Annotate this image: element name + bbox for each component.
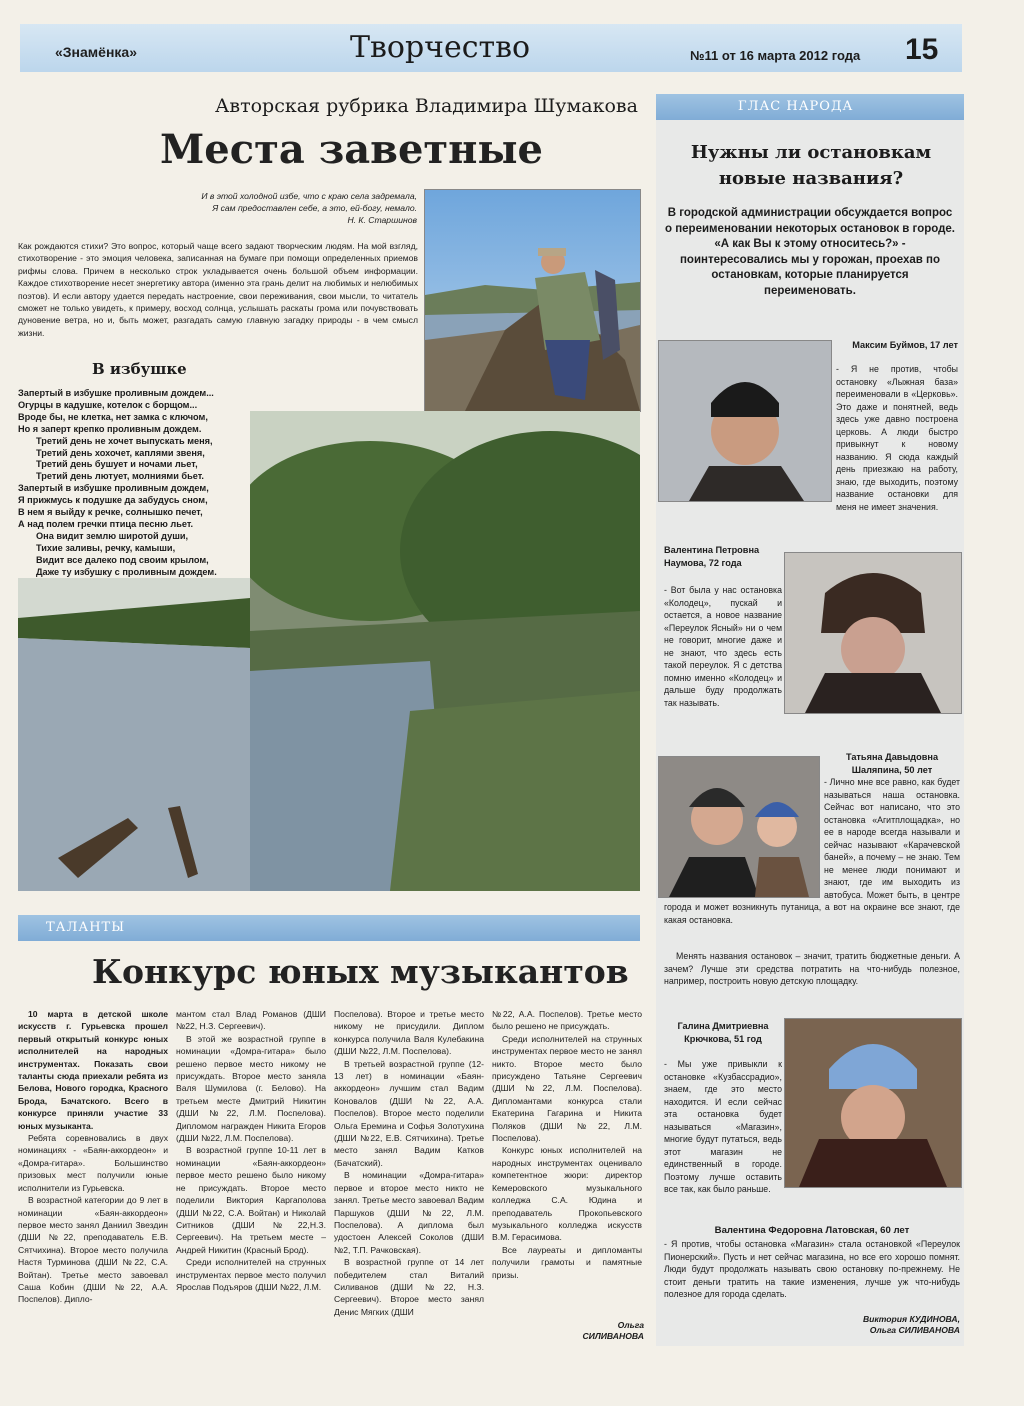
paragraph: Поспелова). Второе и третье место никому не присудили. Диплом конкурса получила Валя Кулебакина (ДШИ №22, Л.М. Поспелова). xyxy=(334,1009,484,1057)
paragraph: Среди исполнителей на струнных инструментах первое место не занял никто. Второе место было присуждено Татьяне Сергеевич (ДШИ №22, Л.М. Поспелова). Дипломантами конкурса стали Екатерина Гагарина и Никита Поляков (ДШИ №22, Л.М. Поспелова). xyxy=(492,1033,642,1144)
sidebar-lead: В городской администрации обсуждается вопрос о переименовании некоторых остановок в городе. «А как Вы к этому относитесь?» - поинтересовались мы у горожан, проехав по остановкам, которые планируется переименовать. xyxy=(664,207,956,297)
paragraph: В возрастной группе 10-11 лет в номинации «Баян-аккордеон» первое место решено было никому не присуждать. Второе место поделили Виктория Каргаполова (ДШИ №22, С.А. Войтан) и Николай Ситников (ДШИ №22,Н.З. Сергеевич). На третьем месте – Андрей Никитин (Красный Брод). xyxy=(176,1145,326,1255)
page-number: 15 xyxy=(905,33,939,66)
person-quote-4 xyxy=(664,1058,782,1196)
poem-line: Третий день хохочет, каплями звеня, xyxy=(36,447,205,458)
issue-number: №11 от 16 марта 2012 года xyxy=(690,48,861,63)
article2-column-4 xyxy=(492,1008,642,1281)
paragraph: Ребята соревновались в двух номинациях - «Баян-аккордеон» и «Домра-гитара». Большинство призовых мест получили юные исполнители из Гурьевска. xyxy=(18,1133,168,1193)
article-kicker: Авторская рубрика Владимира Шумакова xyxy=(215,95,638,117)
paragraph: В номинации «Домра-гитара» первое и второе место никто не занял. Третье место завоевал Вадим Паршуков (ДШИ №22, Л.М. Поспелова). А диплома был удостоен Алексей Соколов (ДШИ №2, Т.П. Рачковская). xyxy=(334,1170,484,1255)
quote-text: - Я не против, чтобы остановку «Лыжная база» переименовали в «Церковь». Это даже и понятней, ведь здесь уже давно построена церковь. А люди быстро привыкнут к новому названию. Я сюда каждый день приезжаю на работу, знаю, где выходить, поэтому название остановки для меня не имеет значения. xyxy=(836,364,958,512)
person-name-2: Валентина Петровна Наумова, 72 года xyxy=(664,545,760,568)
poem-line: Я прижмусь к подушке да забудусь сном, xyxy=(18,495,208,506)
photo-galina xyxy=(784,1018,962,1188)
poem-line: Огурцы в кадушке, котелок с борщом... xyxy=(18,399,198,410)
epigraph-line: И в этой холодной избе, что с краю села задремала, xyxy=(201,191,417,201)
person-quote-1 xyxy=(664,363,958,513)
sidebar-title: Нужны ли остановкам новые названия? xyxy=(690,142,932,189)
paragraph: Среди исполнителей на струнных инструментах первое место получил Ярослав Подъяров (ДШИ №22, Л.М. xyxy=(176,1257,326,1292)
poem-line: А над полем гречки птица песню льет. xyxy=(18,518,194,529)
article2-signature xyxy=(560,1320,644,1342)
sidebar-signature xyxy=(780,1314,960,1336)
epigraph xyxy=(125,190,417,226)
spacer xyxy=(664,363,836,505)
article2-column-1 xyxy=(18,1008,168,1306)
paragraph: В этой же возрастной группе в номинации «Домра-гитара» было решено первое место никому не присуждать. Второе место заняла Валя Шумилова (г. Белово). На третьем месте Дмитрий Никитин (ДШИ №22, Л.М. Поспелова). Дипломом награжден Никита Егоров (ДШИ №22, Л.М. Поспелова). xyxy=(176,1033,326,1144)
paragraph: В возрастной группе от 14 лет победителем стал Виталий Силиванов (ДШИ №22, Н.З. Сергеевич). Второе место занял Денис Мягких (ДШИ xyxy=(334,1257,484,1317)
person-quote-2: - Вот была у нас остановка «Колодец», пускай и остается, а новое название «Переулок Ясный» ни о чем не говорит, многие даже и не знают, что здесь есть такой переулок. Я с детства помню именно «Колодец» и дальше буду продолжать так называть. xyxy=(664,585,782,708)
poem-line: Вроде бы, не клетка, нет замка с ключом, xyxy=(18,411,208,422)
poem-line: В нем я выйду к речке, солнышко печет, xyxy=(18,507,203,518)
person-quote-3b: Менять названия остановок – значит, тратить бюджетные деньги. А зачем? Лучше эти средства потратить на что-нибудь полезное, например, построить новую детскую площадку. xyxy=(664,951,960,986)
signature-line: Виктория КУДИНОВА, xyxy=(862,1314,960,1324)
poem-line: Запертый в избушке проливным дождем, xyxy=(18,483,209,494)
quote-text: - Лично мне все равно, как будет называться наша остановка. Сейчас вот написано, что это остановка «Агитплощадка», но ее в народе всегда называли и сейчас называют «Карачевской баней», а почему – не знаю. Тем не менее люди понимают и знают, где им выходить из автобуса. Может быть, в центре города и может возникнуть путаница, а вот на окраине все знают, где какая остановка. xyxy=(664,777,960,925)
poem-title: В избушке xyxy=(92,360,187,378)
paragraph: мантом стал Влад Романов (ДШИ №22, Н.З. Сергеевич). xyxy=(176,1009,326,1032)
signature-line: Ольга СИЛИВАНОВА xyxy=(869,1325,960,1335)
poem-line: Тихие заливы, речку, камыши, xyxy=(36,542,176,553)
paragraph: В возрастной категории до 9 лет в номинации «Баян-аккордеон» первое место занял Даниил Звездин (ДШИ №22, преподаватель Е.В. Сятчихина). Второе место получила Настя Турминова (ДШИ №22, С.А. Войтан). Третье место завоевал Саша Кобин (ДШИ №22, А.А. Поспелов). Дипло- xyxy=(18,1195,168,1305)
person-name-5: Валентина Федоровна Латовская, 60 лет xyxy=(714,1225,910,1236)
person-name-1: Максим Буймов, 17 лет xyxy=(852,340,958,350)
article-title: Места заветные xyxy=(160,126,544,173)
paragraph: Конкурс юных исполнителей на народных инструментах оценивало компетентное жюри: директор Кемеровского музыкального колледжа С.А. Юдина и преподаватель Прокопьевского музыкального колледжа искусств В.М. Герасимова. xyxy=(492,1145,642,1243)
photo-river-landscape xyxy=(250,411,640,891)
poem-line: Видит все далеко под своим крылом, xyxy=(36,554,209,565)
photo-valentina-naumova xyxy=(784,552,962,714)
rubric-title: Творчество xyxy=(350,30,531,65)
article2-title: Конкурс юных музыкантов xyxy=(92,952,629,991)
person-name-3: Татьяна Давыдовна Шаляпина, 50 лет xyxy=(845,752,939,775)
photo-author-on-rock xyxy=(424,189,641,412)
spacer xyxy=(664,776,824,898)
poem-line: Даже ту избушку с проливным дождем. xyxy=(36,566,217,577)
article2-column-3 xyxy=(334,1008,484,1318)
signature-line: Ольга xyxy=(617,1320,644,1330)
photo-river-left-part xyxy=(18,578,250,891)
article-intro: Как рождаются стихи? Это вопрос, который чаще всего задают творческим людям. На мой взгляд, стихотворение - это эмоция человека, записанная на бумаге при помощи определенных приемов рифмы слова. Причем в несколько строк укладывается очень большой объем информации. Каждое стихотворение несет энергетику автора (именно эта грань делит на любимых и нелюбимых поэтов). И если автору удается передать настроение, свои переживания, свои мысли, то читатель сможет не только увидеть, к примеру, восход солнца, услышать раскаты грома или почувствовать дуновение ветра, но и, быть может, разгадать самую главную загадку природы - в чем смысл жизни. xyxy=(18,241,418,338)
poem-line: Запертый в избушке проливным дождем... xyxy=(18,388,214,398)
section-band-label: ТАЛАНТЫ xyxy=(46,920,126,935)
paragraph: №22, А.А. Поспелов). Третье место было решено не присуждать. xyxy=(492,1009,642,1032)
article2-column-2 xyxy=(176,1008,326,1293)
poem-line: Третий день бушует и ночами льет, xyxy=(36,459,198,470)
quote-text: - Мы уже привыкли к остановке «Кузбассрадио», знаем, где это место находится. И если сейчас эта остановка будет называться «Магазин», многие будут путаться, ведь этот магазин не единственный в городе. Поэтому лучше оставить все так, как было раньше. xyxy=(664,1059,782,1194)
poem-line: Третий день не хочет выпускать меня, xyxy=(36,435,213,446)
paragraph: 10 марта в детской школе искусств г. Гурьевска прошел первый открытый конкурс юных исполнителей на народных инструментах. Показать свои таланты сюда приехали ребята из Белова, Нового городка, Красного Брода, Бачатского. Всего в конкурсе приняли участие 33 юных музыканта. xyxy=(18,1009,168,1131)
newspaper-name: «Знамёнка» xyxy=(55,44,137,60)
paragraph: Все лауреаты и дипломанты получили грамоты и памятные призы. xyxy=(492,1244,642,1280)
epigraph-line: Я сам предоставлен себе, а это, ей-богу, немало. xyxy=(212,203,417,213)
person-quote-3 xyxy=(664,776,960,926)
section-band-vox-populi xyxy=(656,94,964,120)
person-quote-5: - Я против, чтобы остановка «Магазин» стала остановкой «Переулок Пионерский». Пусть и нет сейчас магазина, но все его хорошо помнят. Люди будут продолжать называть свою остановку по-прежнему. Не стоит деньги тратить на такие изменения, лучше уж что-нибудь полезное для города сделать. xyxy=(664,1239,960,1299)
epigraph-author: Н. К. Старшинов xyxy=(347,215,417,225)
poem-line: Но я заперт крепко проливным дождем. xyxy=(18,423,202,434)
section-band-label: ГЛАС НАРОДА xyxy=(738,99,854,114)
paragraph: В третьей возрастной группе (12-13 лет) в номинации «Баян-аккордеон» лучшим стал Вадим Коновалов (ДШИ №22, А.А. Поспелов). Второе место поделили Ольга Еремина и Софья Золотухина (ДШИ №22, Е.В. Сятчихина). Третье место занял Вадим Катков (Бачатский). xyxy=(334,1058,484,1168)
signature-line: СИЛИВАНОВА xyxy=(582,1331,644,1341)
section-band-talents xyxy=(18,915,640,941)
poem-line: Третий день лютует, молниями бьет. xyxy=(36,471,204,482)
poem-line: Она видит землю широтой души, xyxy=(36,530,189,541)
person-name-4: Галина Дмитриевна Крючкова, 51 год xyxy=(677,1021,769,1044)
